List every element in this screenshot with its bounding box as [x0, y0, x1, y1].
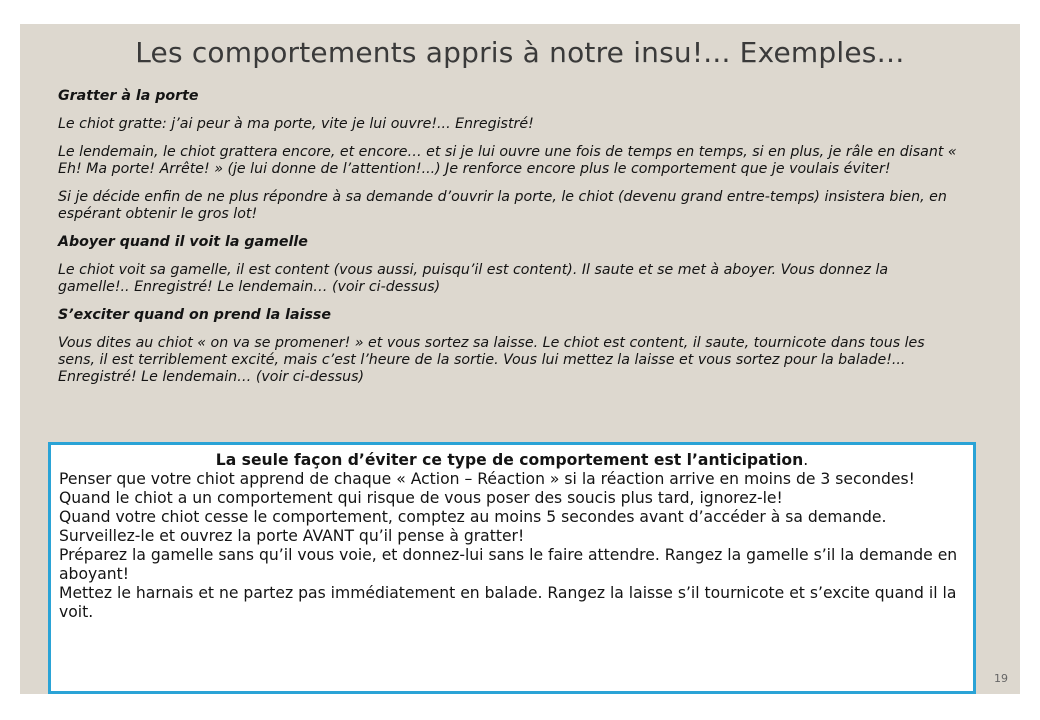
callout-line: Quand votre chiot cesse le comportement, comptez au moins 5 secondes avant d’accéder à sa demande. [59, 508, 887, 526]
anticipation-callout-box [48, 442, 976, 694]
callout-lead-suffix: . [803, 451, 809, 469]
example-heading-bark-bowl: Aboyer quand il voit la gamelle [58, 234, 308, 250]
callout-lead [59, 451, 965, 470]
callout-lead-text: La seule façon d’éviter ce type de comportement est l’anticipation [215, 451, 804, 469]
slide-title: Les comportements appris à notre insu!... Exemples… [135, 36, 905, 69]
example-paragraph: Le chiot voit sa gamelle, il est content (vous aussi, puisqu’il est content). Il saute et se met à aboyer. Vous donnez la gamelle!.. Enregistré! Le lendemain… (voir ci-dessus) [58, 262, 889, 295]
example-paragraph: Le lendemain, le chiot grattera encore, et encore… et si je lui ouvre une fois de temps en temps, si en plus, je râle en disant « Eh! Ma porte! Arrête! » (je lui donne de l’attention!...) Je renforce encore plus le comportement que je voulais éviter! [58, 144, 957, 177]
example-paragraph: Si je décide enfin de ne plus répondre à sa demande d’ouvrir la porte, le chiot (devenu grand entre-temps) insistera bien, en espérant obtenir le gros lot! [58, 189, 947, 222]
example-heading-leash-excitement: S’exciter quand on prend la laisse [58, 307, 331, 323]
callout-line: Mettez le harnais et ne partez pas immédiatement en balade. Rangez la laisse s’il tournicote et s’excite quand il la voit. [59, 584, 957, 621]
callout-line: Préparez la gamelle sans qu’il vous voie, et donnez-lui sans le faire attendre. Rangez la gamelle s’il la demande en aboyant! [59, 546, 958, 583]
examples-section [58, 88, 958, 397]
example-paragraph: Le chiot gratte: j’ai peur à ma porte, vite je lui ouvre!... Enregistré! [58, 116, 534, 132]
example-paragraph: Vous dites au chiot « on va se promener! » et vous sortez sa laisse. Le chiot est content, il saute, tournicote dans tous les sens, il est terriblement excité, mais c’est l’heure de la sortie. Vous lui mettez la laisse et vous sortez pour la balade!... Enregistré! Le lendemain… (voir ci-dessus) [58, 335, 925, 385]
page-number: 19 [994, 672, 1008, 685]
callout-line: Penser que votre chiot apprend de chaque « Action – Réaction » si la réaction arrive en moins de 3 secondes! Quand le chiot a un comportement qui risque de vous poser des soucis plus tard, ignorez-le! [59, 470, 915, 507]
callout-line: Surveillez-le et ouvrez la porte AVANT qu’il pense à gratter! [59, 527, 525, 545]
example-heading-scratch-door: Gratter à la porte [58, 88, 199, 104]
